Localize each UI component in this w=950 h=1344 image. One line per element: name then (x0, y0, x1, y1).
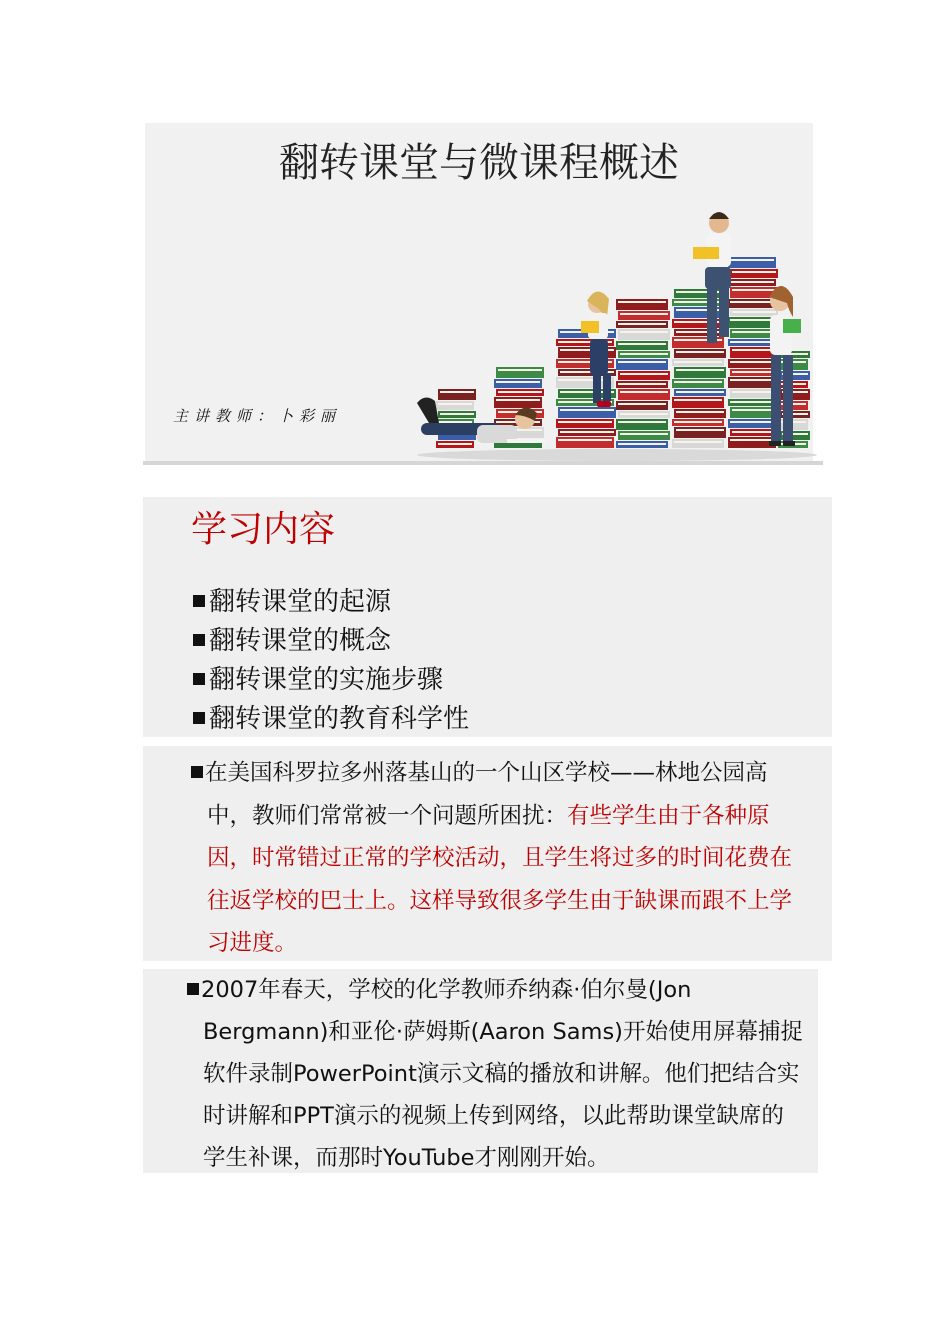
book-pages (730, 341, 774, 343)
book-pages (618, 443, 666, 445)
book-pages (730, 401, 774, 403)
book-pages (676, 411, 724, 413)
book (730, 389, 778, 398)
title-slide (145, 123, 813, 461)
book-pages (558, 421, 612, 423)
square-bullet-icon (187, 983, 199, 995)
book-pages (620, 353, 668, 355)
lecturer-name: 主讲教师：卜彩丽 (173, 407, 342, 425)
book-pages (730, 439, 774, 441)
book-pages (496, 399, 540, 401)
book (556, 419, 614, 428)
book-pages (674, 421, 722, 423)
contents-slide (143, 497, 832, 737)
book-pages (674, 399, 722, 401)
book-pages (620, 433, 668, 435)
book-pages (620, 313, 668, 315)
square-bullet-icon (193, 595, 205, 607)
book-pages (440, 391, 474, 393)
book-pages (618, 323, 666, 325)
book (618, 311, 670, 320)
slide-bottom-rule (143, 461, 823, 465)
square-bullet-icon (191, 766, 203, 778)
paragraph-text: 在美国科罗拉多州落基山的一个山区学校——林地公园高中，教师们常常被一个问题所困扰： (205, 760, 768, 829)
list-item: 翻转课堂的起源 (193, 583, 469, 622)
book-pages (618, 383, 666, 385)
book-pages (732, 349, 776, 351)
book-pages (498, 369, 542, 371)
book-pages (732, 409, 776, 411)
book (616, 341, 668, 350)
contents-list (193, 583, 469, 739)
book (618, 389, 670, 400)
book (672, 397, 724, 408)
book-pages (676, 429, 724, 431)
book (616, 299, 668, 310)
book-pages (730, 301, 774, 303)
book (672, 379, 724, 388)
book-pages (620, 413, 668, 415)
list-item: 翻转课堂的实施步骤 (193, 661, 469, 700)
book (672, 439, 724, 448)
book (556, 437, 614, 448)
slide-title: 翻转课堂与微课程概述 (279, 140, 679, 186)
book-pages (438, 443, 472, 445)
book-pages (676, 369, 724, 371)
history-paragraph-slide (143, 969, 818, 1173)
book (674, 367, 726, 378)
contents-heading: 学习内容 (191, 509, 336, 550)
book (728, 299, 776, 308)
book-pages (618, 343, 666, 345)
book (674, 409, 726, 418)
square-bullet-icon (193, 712, 205, 724)
book (618, 371, 670, 380)
book-pages (732, 289, 776, 291)
book-pages (618, 421, 666, 423)
book-pages (498, 391, 542, 393)
book-pages (730, 379, 774, 381)
book-pages (732, 331, 776, 333)
book-pages (618, 361, 666, 363)
history-paragraph (187, 969, 803, 1179)
book-pages (620, 391, 668, 393)
book-pages (732, 391, 776, 393)
book (616, 401, 668, 410)
book-pages (618, 403, 666, 405)
book-pages (730, 421, 774, 423)
book-pages (732, 431, 776, 433)
book (618, 329, 670, 340)
book (674, 307, 726, 318)
book-pages (730, 319, 774, 321)
book-pages (732, 271, 776, 273)
book (674, 289, 726, 298)
origin-paragraph-slide (143, 746, 832, 961)
book (728, 437, 776, 448)
book (618, 431, 670, 440)
book (558, 407, 616, 418)
book (436, 401, 474, 410)
book-pages (674, 441, 722, 443)
book (494, 397, 542, 408)
book-pages (674, 361, 722, 363)
list-item: 翻转课堂的教育科学性 (193, 700, 469, 739)
book (616, 419, 668, 430)
book-pages (438, 403, 472, 405)
book-pages (732, 371, 776, 373)
book-pages (496, 381, 540, 383)
book (438, 389, 476, 400)
book-pages (674, 381, 722, 383)
paragraph-text: 2007年春天，学校的化学教师乔纳森·伯尔曼(Jon Bergmann)和亚伦·萨姆斯(Aaron Sams)开始使用屏幕捕捉软件录制PowerPoint演示文稿的播放和讲解。他们把结合实时讲解和PPT演示的视频上传到网络，以此帮助课堂缺席的学生补课，而那时YouTube才刚刚开始。 (201, 977, 803, 1171)
book (728, 317, 776, 328)
book-pages (440, 413, 474, 415)
book-pages (620, 331, 668, 333)
square-bullet-icon (193, 634, 205, 646)
origin-paragraph (191, 752, 801, 965)
book-pages (620, 373, 668, 375)
book-pages (730, 281, 774, 283)
book (616, 359, 668, 370)
book-pages (732, 311, 776, 313)
book (728, 419, 776, 428)
book-pages (438, 421, 472, 423)
book (496, 367, 544, 378)
book (730, 269, 778, 278)
book-pages (730, 259, 774, 261)
book (674, 427, 726, 438)
book (728, 359, 776, 368)
highlighted-text: 有些学生由于各种原因，时常错过正常的学校活动，且学生将过多的时间花费在往返学校的巴士上。这样导致很多学生由于缺课而跟不上学习进度。 (207, 802, 793, 956)
book (730, 407, 778, 418)
book (674, 349, 726, 358)
book (494, 379, 542, 388)
list-item: 翻转课堂的概念 (193, 622, 469, 661)
book-pages (560, 431, 614, 433)
book-pages (676, 391, 724, 393)
book-pages (560, 409, 614, 411)
book (728, 377, 776, 388)
book-pages (676, 351, 724, 353)
square-bullet-icon (193, 673, 205, 685)
book-pages (558, 439, 612, 441)
book-pages (618, 301, 666, 303)
students-books-illustration (407, 211, 817, 461)
book-pages (730, 361, 774, 363)
book (728, 257, 776, 268)
